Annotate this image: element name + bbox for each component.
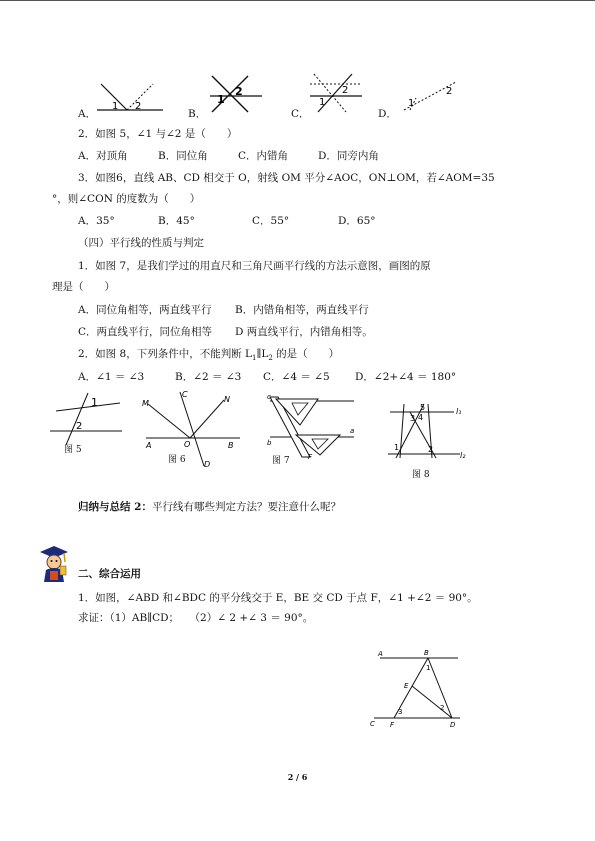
fig8-label-l1: l₁ <box>456 407 462 416</box>
q2-option-d: D．同旁内角 <box>318 150 379 162</box>
q1-figure-b <box>208 74 264 114</box>
fig6-label-m: M <box>142 399 149 408</box>
figure-5 <box>50 393 122 445</box>
fig8-label-l2: l₂ <box>460 451 466 460</box>
summary-2 <box>78 500 341 514</box>
q2-stem: 2．如图 5，∠1 与∠2 是（ ） <box>78 128 238 140</box>
q3-option-d: D．65° <box>338 215 376 227</box>
q1d-angle-2: 2 <box>446 86 453 97</box>
figure-5-caption: 图 5 <box>64 445 82 455</box>
fig6-label-d: D <box>204 460 211 469</box>
q1-figure-d <box>400 80 460 114</box>
figure-7-caption: 图 7 <box>272 456 290 466</box>
section4-q2-option-d: D．∠2+∠4 ＝ 180° <box>355 371 457 383</box>
fig8-angle-2: 2 <box>428 445 434 454</box>
q1-figure-c <box>308 72 364 114</box>
proof-label-c: C <box>370 720 375 728</box>
q1b-angle-2: 2 <box>235 85 243 98</box>
q1a-angle-2: 2 <box>135 101 142 112</box>
section2-problem-line2: 求证：（1）AB∥CD； （2）∠ 2 +∠ 3 ＝ 90°。 <box>78 612 314 624</box>
section4-q1-line1: 1．如图 7，是我们学过的用直尺和三角尺画平行线的方法示意图，画图的原 <box>78 260 431 272</box>
proof-label-d: D <box>450 721 456 729</box>
section4-q1-option-d: D 两直线平行，内错角相等。 <box>235 326 373 338</box>
fig8-angle-4: 4 <box>418 413 424 422</box>
q1b-angle-1: 1 <box>217 93 225 106</box>
q1-option-b-label: B． <box>188 108 207 120</box>
q3-option-a: A．35° <box>78 215 115 227</box>
q3-option-b: B．45° <box>158 215 195 227</box>
proof-label-b: B <box>424 649 429 657</box>
q2-option-b: B．同位角 <box>158 150 208 162</box>
fig6-label-n: N <box>224 395 230 404</box>
figure-6-caption: 图 6 <box>168 455 186 465</box>
proof-label-a: A <box>378 650 383 658</box>
fig8-angle-5: 5 <box>420 403 426 412</box>
figure-7 <box>266 393 358 459</box>
q2-option-c: C．内错角 <box>238 150 289 162</box>
section4-title: （四）平行线的性质与判定 <box>78 237 204 249</box>
proof-figure <box>370 646 462 730</box>
fig5-angle-1: 1 <box>91 396 98 409</box>
fig8-angle-1: 1 <box>394 443 400 452</box>
proof-angle-1: 1 <box>426 664 431 672</box>
fig5-angle-2: 2 <box>76 421 83 432</box>
proof-angle-2: 2 <box>440 704 445 712</box>
q1c-angle-2: 2 <box>342 85 349 96</box>
fig8-angle-3: 3 <box>410 414 416 423</box>
section4-q1-option-c: C．两直线平行，同位角相等 <box>78 326 213 338</box>
section4-q2-option-b: B．∠2 ＝ ∠3 <box>175 371 242 383</box>
section4-q2-stem: 2．如图 8，下列条件中，不能判断 $L_1\parallel L_2$ 的是（ ） <box>78 348 340 363</box>
q3-stem-line2: °，则∠CON 的度数为（ ） <box>52 193 201 205</box>
q1-option-d-label: D． <box>378 108 397 120</box>
figure-8 <box>384 400 468 462</box>
summary-2-heading: 归纳与总结 2： <box>78 501 152 513</box>
section4-q1-option-a: A．同位角相等，两直线平行 <box>78 304 212 316</box>
q3-stem-line1: 3．如图6，直线 AB、CD 相交于 O，射线 OM 平分∠AOC，ON⊥OM，若∠AOM=35 <box>78 172 495 184</box>
fig6-label-a: A <box>146 441 152 450</box>
fig6-label-o: O <box>184 440 191 449</box>
scholar-mascot-icon <box>36 544 70 584</box>
proof-angle-3: 3 <box>398 708 403 716</box>
proof-label-f: F <box>390 721 395 729</box>
section4-q1-line2: 理是（ ） <box>52 281 115 293</box>
q1c-angle-1: 1 <box>319 97 326 108</box>
section4-q2-option-c: C．∠4 ＝ ∠5 <box>263 371 330 383</box>
page-number: 2 / 6 <box>287 772 308 782</box>
section4-q2-option-a: A．∠1 ＝ ∠3 <box>78 371 145 383</box>
header-rule <box>0 0 595 1</box>
fig6-label-b: B <box>228 441 234 450</box>
fig7-label-c: c <box>267 393 271 401</box>
figure-6 <box>142 390 242 470</box>
q1-option-a-label: A． <box>78 108 97 120</box>
section4-q1-option-b: B．内错角相等，两直线平行 <box>235 304 369 316</box>
fig7-label-f: F <box>308 453 313 461</box>
fig7-label-a: a <box>350 427 355 435</box>
q1a-angle-1: 1 <box>112 101 119 112</box>
fig7-label-b: b <box>267 439 272 447</box>
q2-option-a: A．对顶角 <box>78 150 128 162</box>
proof-label-e: E <box>404 682 409 690</box>
q3-option-c: C．55° <box>252 215 290 227</box>
summary-2-text: 平行线有哪些判定方法？要注意什么呢？ <box>151 501 341 513</box>
section2-title: 二、综合运用 <box>78 568 141 580</box>
figure-8-caption: 图 8 <box>412 470 430 480</box>
q1-option-c-label: C． <box>291 108 310 120</box>
q1d-angle-1: 1 <box>408 98 415 109</box>
section2-problem-line1: 1．如图，∠ABD 和∠BDC 的平分线交于 E，BE 交 CD 于点 F，∠1 +∠2 ＝ 90°。 <box>78 592 478 604</box>
q1-figure-a <box>95 80 165 116</box>
fig6-label-c: C <box>182 390 188 399</box>
